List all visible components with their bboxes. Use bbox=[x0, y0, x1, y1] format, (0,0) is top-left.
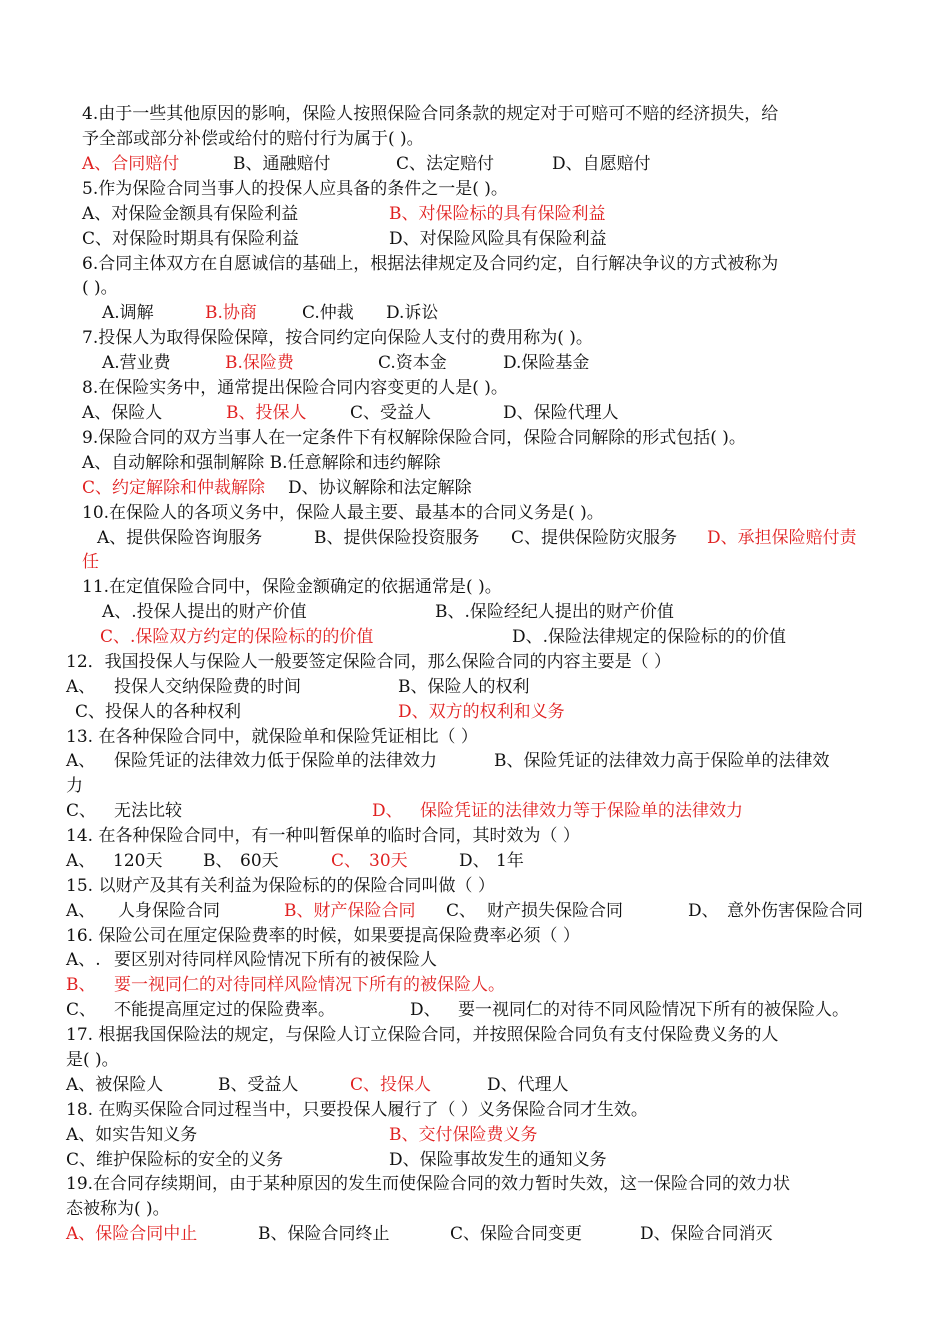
question-text: C、提供保险防灾服务 bbox=[511, 528, 678, 548]
question-text: D.保险基金 bbox=[503, 353, 590, 373]
question-text: 不能提高厘定过的保险费率。 bbox=[114, 1000, 335, 1020]
question-text: B、保险凭证的法律效力高于保险单的法律效 bbox=[494, 751, 830, 771]
question-text: C、投保人的各种权利 bbox=[75, 702, 242, 722]
answer-text: B.协商 bbox=[205, 303, 257, 323]
question-text: A、保险人 bbox=[82, 403, 163, 423]
question-text: B、.保险经纪人提出的财产价值 bbox=[435, 602, 674, 622]
question-text: A、如实告知义务 bbox=[66, 1125, 198, 1145]
question-text: 18. 在购买保险合同过程当中，只要投保人履行了（ ）义务保险合同才生效。 bbox=[66, 1100, 648, 1120]
question-text: 120天 bbox=[113, 851, 163, 871]
question-text: 投保人交纳保险费的时间 bbox=[114, 677, 301, 697]
question-text: 意外伤害保险合同 bbox=[727, 901, 863, 921]
question-text: C、保险合同变更 bbox=[450, 1224, 583, 1244]
answer-text: D、双方的权利和义务 bbox=[398, 702, 565, 722]
question-text: 10.在保险人的各项义务中，保险人最主要、最基本的合同义务是( )。 bbox=[82, 503, 604, 523]
question-text: A、 bbox=[66, 751, 96, 771]
question-text: 6.合同主体双方在自愿诚信的基础上，根据法律规定及合同约定，自行解决争议的方式被称为 bbox=[82, 254, 779, 274]
question-text: B、提供保险投资服务 bbox=[314, 528, 480, 548]
question-text: 9.保险合同的双方当事人在一定条件下有权解除保险合同，保险合同解除的形式包括( )。 bbox=[82, 428, 746, 448]
question-text: A、 bbox=[66, 851, 96, 871]
question-text: C、 bbox=[66, 801, 97, 821]
question-text: C.仲裁 bbox=[302, 303, 354, 323]
question-text: A、 bbox=[66, 901, 96, 921]
question-text: D、代理人 bbox=[487, 1075, 569, 1095]
answer-text: A、保险合同中止 bbox=[66, 1224, 198, 1244]
question-text: C、 bbox=[446, 901, 477, 921]
question-text: A、对保险金额具有保险利益 bbox=[82, 204, 299, 224]
question-text: A、自动解除和强制解除 B.任意解除和违约解除 bbox=[82, 453, 441, 473]
question-text: 是( )。 bbox=[66, 1050, 119, 1070]
answer-text: 保险凭证的法律效力等于保险单的法律效力 bbox=[420, 801, 743, 821]
question-text: 无法比较 bbox=[114, 801, 182, 821]
question-text: C、 bbox=[66, 1000, 97, 1020]
answer-text: A、合同赔付 bbox=[82, 154, 180, 174]
question-text: D、 bbox=[459, 851, 490, 871]
question-text: A、被保险人 bbox=[66, 1075, 164, 1095]
question-text: A、.投保人提出的财产价值 bbox=[102, 602, 307, 622]
answer-text: B、投保人 bbox=[226, 403, 307, 423]
question-text: D、自愿赔付 bbox=[552, 154, 651, 174]
question-text: D、保险事故发生的通知义务 bbox=[389, 1150, 607, 1170]
question-text: 7.投保人为取得保险保障，按合同约定向保险人支付的费用称为( )。 bbox=[82, 328, 593, 348]
answer-text: B、交付保险费义务 bbox=[389, 1125, 538, 1145]
question-text: 财产损失保险合同 bbox=[487, 901, 623, 921]
question-text: 5.作为保险合同当事人的投保人应具备的条件之一是( )。 bbox=[82, 179, 508, 199]
question-text: 12．我国投保人与保险人一般要签定保险合同，那么保险合同的内容主要是（ ） bbox=[66, 652, 672, 672]
question-text: D、 bbox=[688, 901, 719, 921]
question-text: 保险凭证的法律效力低于保险单的法律效力 bbox=[114, 751, 437, 771]
question-text: A.营业费 bbox=[102, 353, 171, 373]
answer-text: D、承担保险赔付责 bbox=[707, 528, 857, 548]
question-text: B、保险合同终止 bbox=[258, 1224, 390, 1244]
question-text: B、 bbox=[203, 851, 233, 871]
answer-text: 任 bbox=[82, 552, 99, 572]
answer-text: C、.保险双方约定的保险标的的价值 bbox=[100, 627, 374, 647]
question-text: A、. bbox=[66, 950, 101, 970]
question-text: 14. 在各种保险合同中，有一种叫暂保单的临时合同，其时效为（ ） bbox=[66, 826, 580, 846]
question-text: 予全部或部分补偿或给付的赔付行为属于( )。 bbox=[82, 129, 424, 149]
question-text: B、保险人的权利 bbox=[398, 677, 530, 697]
question-text: C、对保险时期具有保险利益 bbox=[82, 229, 300, 249]
answer-text: B、财产保险合同 bbox=[284, 901, 416, 921]
question-text: C、法定赔付 bbox=[396, 154, 495, 174]
question-text: C.资本金 bbox=[378, 353, 447, 373]
question-text: 力 bbox=[66, 776, 83, 796]
answer-text: 要一视同仁的对待同样风险情况下所有的被保险人。 bbox=[114, 975, 505, 995]
answer-text: B、 bbox=[66, 975, 96, 995]
answer-text: D、 bbox=[372, 801, 403, 821]
question-text: 要区别对待同样风险情况下所有的被保险人 bbox=[114, 950, 437, 970]
answer-text: C、约定解除和仲裁解除 bbox=[82, 478, 266, 498]
question-text: ( )。 bbox=[82, 278, 118, 298]
question-text: D.诉讼 bbox=[386, 303, 439, 323]
question-text: 4.由于一些其他原因的影响，保险人按照保险合同条款的规定对于可赔可不赔的经济损失，给 bbox=[82, 104, 779, 124]
answer-text: C、 bbox=[331, 851, 362, 871]
answer-text: B.保险费 bbox=[225, 353, 294, 373]
question-text: 人身保险合同 bbox=[118, 901, 220, 921]
question-text: 60天 bbox=[240, 851, 279, 871]
answer-text: 30天 bbox=[369, 851, 408, 871]
answer-text: C、投保人 bbox=[350, 1075, 432, 1095]
question-text: 8.在保险实务中，通常提出保险合同内容变更的人是( )。 bbox=[82, 378, 508, 398]
question-text: A、 bbox=[66, 677, 96, 697]
question-text: B、通融赔付 bbox=[233, 154, 331, 174]
question-text: B、受益人 bbox=[218, 1075, 299, 1095]
question-text: 1年 bbox=[496, 851, 524, 871]
question-text: 11.在定值保险合同中，保险金额确定的依据通常是( )。 bbox=[82, 577, 502, 597]
question-text: A.调解 bbox=[102, 303, 154, 323]
question-text: 16. 保险公司在厘定保险费率的时候，如果要提高保险费率必须（ ） bbox=[66, 926, 580, 946]
question-text: C、受益人 bbox=[350, 403, 432, 423]
question-text: 13. 在各种保险合同中，就保险单和保险凭证相比（ ） bbox=[66, 727, 478, 747]
question-text: C、维护保险标的安全的义务 bbox=[66, 1150, 284, 1170]
question-text: 态被称为( )。 bbox=[66, 1199, 170, 1219]
question-text: 19.在合同存续期间，由于某种原因的发生而使保险合同的效力暂时失效，这一保险合同的效力状 bbox=[66, 1174, 791, 1194]
question-text: A、提供保险咨询服务 bbox=[97, 528, 263, 548]
question-text: 要一视同仁的对待不同风险情况下所有的被保险人。 bbox=[458, 1000, 849, 1020]
question-text: D、对保险风险具有保险利益 bbox=[389, 229, 607, 249]
question-text: D、 bbox=[410, 1000, 441, 1020]
question-text: D、.保险法律规定的保险标的的价值 bbox=[512, 627, 787, 647]
answer-text: B、对保险标的具有保险利益 bbox=[389, 204, 606, 224]
question-text: D、协议解除和法定解除 bbox=[288, 478, 472, 498]
question-text: 15. 以财产及其有关利益为保险标的的保险合同叫做（ ） bbox=[66, 876, 495, 896]
question-text: 17. 根据我国保险法的规定，与保险人订立保险合同，并按照保险合同负有支付保险费义务的人 bbox=[66, 1025, 779, 1045]
question-text: D、保险合同消灭 bbox=[640, 1224, 773, 1244]
question-text: D、保险代理人 bbox=[503, 403, 619, 423]
